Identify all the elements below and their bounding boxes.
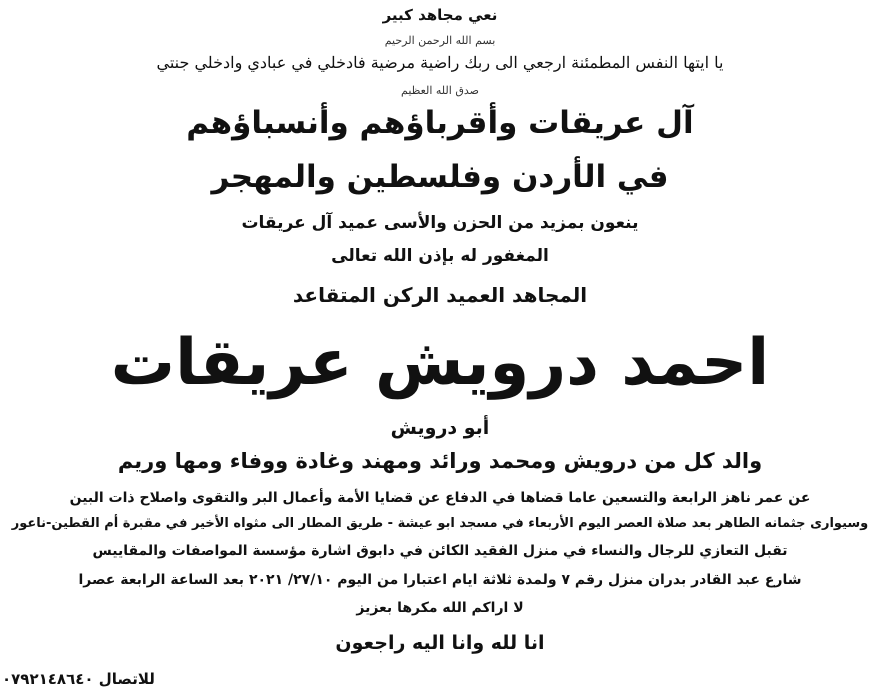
basmala-calligraphy: بسم الله الرحمن الرحيم: [384, 34, 496, 47]
deceased-name: احمد درويش عريقات: [110, 326, 770, 400]
deceased-rank: المجاهد العميد الركن المتقاعد: [292, 283, 588, 307]
mourning-line-2: المغفور له بإذن الله تعالى: [331, 246, 549, 266]
detail-line-prayer: لا اراكم الله مكرها بعزيز: [356, 600, 524, 616]
family-line-1: آل عريقات وأقرباؤهم وأنسباؤهم: [186, 105, 694, 141]
closing-phrase: انا لله وانا اليه راجعون: [335, 632, 545, 654]
family-line-2: في الأردن وفلسطين والمهجر: [211, 159, 669, 195]
mourning-line-1: ينعون بمزيد من الحزن والأسى عميد آل عريقات: [241, 213, 639, 233]
detail-line-condolences: تقبل التعازي للرجال والنساء في منزل الفقيد الكائن في دابوق اشارة مؤسسة المواصفات والمقاييس: [92, 543, 788, 559]
detail-line-age: عن عمر ناهز الرابعة والتسعين عاما قضاها في الدفاع عن قضايا الأمة وأعمال البر والتقوى واصلاح ذات البين: [69, 490, 811, 506]
notice-title: نعي مجاهد كبير: [382, 6, 498, 24]
detail-line-burial: وسيوارى جثمانه الطاهر بعد صلاة العصر اليوم الأربعاء في مسجد ابو عيشة - طريق المطار الى مثواه الأخير في مقبرة أم القطين-ناعور: [11, 516, 869, 531]
quran-verse-calligraphy: يا ايتها النفس المطمئنة ارجعي الى ربك راضية مرضية فادخلي في عبادي وادخلي جنتي: [156, 53, 724, 72]
deceased-kunya: أبو درويش: [390, 417, 490, 439]
detail-line-address: شارع عبد القادر بدران منزل رقم ٧ ولمدة ثلاثة ايام اعتبارا من اليوم ٢٧/١٠/ ٢٠٢١ بعد الساعة الرابعة عصرا: [78, 572, 802, 588]
verse-closing-calligraphy: صدق الله العظيم: [401, 84, 479, 97]
deceased-children: والد كل من درويش ومحمد ورائد ومهند وغادة ووفاء ومها وريم: [117, 449, 763, 473]
contact-phone: للاتصال ٠٧٩٢١٤٨٦٤٠: [2, 670, 155, 688]
